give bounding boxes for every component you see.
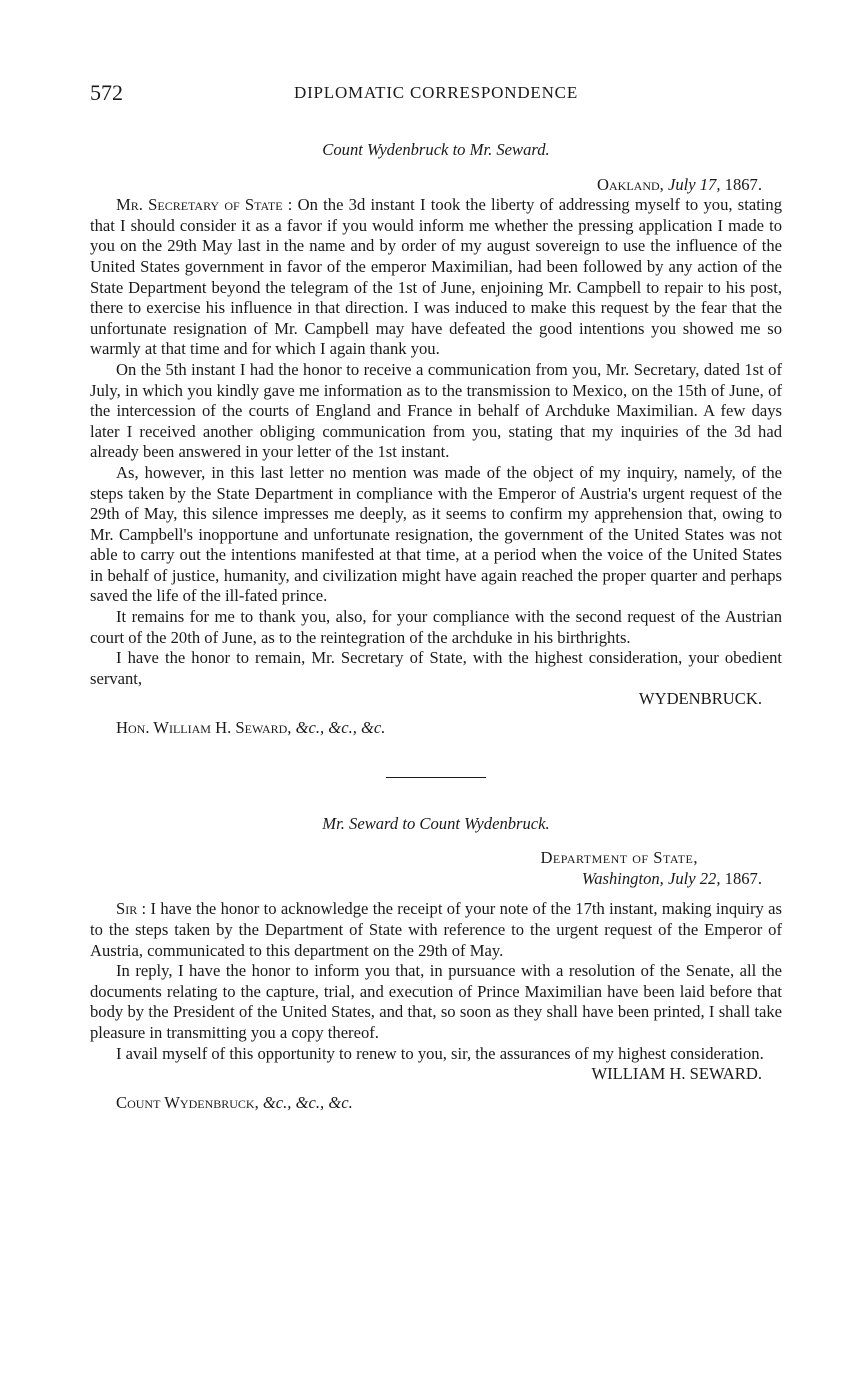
letter-2-addressee-name: Count Wydenbruck, — [116, 1092, 259, 1112]
letter-1-signature: WYDENBRUCK. — [638, 689, 762, 709]
letter-1-salutation: Mr. Secretary of State : — [116, 195, 293, 215]
spacer — [90, 889, 782, 899]
letter-1-place: Oakland, — [597, 174, 664, 194]
letter-2-department: Department of State, — [540, 848, 698, 868]
letter-1-addressee-etc: &c., &c., &c. — [295, 718, 386, 738]
letter-1-paragraph: On the 5th instant I had the honor to receive a communication from you, Mr. Secretary, dated 1st of July, in which you kindly gave me information as to the transmission to Mexico, on the 15th of June, of the intercession of the courts of England and France in behalf of Archduke Maximilian. A few days later I received another obliging communication from you, stating that my inquiries of the 3d had already been answered in your letter of the 1st instant. — [90, 359, 782, 462]
letter-2-paragraph: In reply, I have the honor to inform you that, in pursuance with a resolution of the Senate, all the documents relating to the capture, trial, and execution of Prince Maximilian have been laid before that body by the President of the United States, and that, so soon as they shall have been printed, I shall take pleasure in transmitting you a copy thereof. — [90, 961, 782, 1042]
letter-2-place: Washington, July 22, — [581, 868, 721, 888]
letter-1-paragraph: I have the honor to remain, Mr. Secretary of State, with the highest consideration, your obedient servant, — [90, 648, 782, 688]
letter-1-paragraph-text: On the 3d instant I took the liberty of addressing myself to you, stating that I should consider it as a favor if you would inform me whether the pressing application I made to you on the 29th May last in the name and by order of my august sovereign to use the influence of the United States government in favor of the emperor Maximilian, had been followed by any action of the State Department beyond the telegram of the 1st of June, enjoining Mr. Campbell to repair to his post, there to exercise his influence in that direction. I was induced to make this request by the fear that the unfortunate resignation of Mr. Campbell may have defeated the good intentions you showed me so warmly at that time and for which I again thank you. — [90, 195, 783, 359]
letter-2-paragraph: I avail myself of this opportunity to renew to you, sir, the assurances of my highest consideration. — [116, 1043, 764, 1063]
letter-2-salutation: Sir : — [116, 899, 147, 919]
letter-1-title: Count Wydenbruck to Mr. Seward. — [322, 140, 550, 159]
letter-2-paragraph — [90, 899, 782, 961]
letter-2-addressee — [116, 1093, 782, 1114]
letter-1-paragraph: It remains for me to thank you, also, for your compliance with the second request of the Austrian court of the 20th of June, as to the reintegration of the archduke in his birthrights. — [90, 607, 782, 647]
letter-1-dateline — [90, 175, 762, 196]
page-header — [90, 80, 782, 110]
running-head: DIPLOMATIC CORRESPONDENCE — [294, 83, 578, 102]
letter-2-title: Mr. Seward to Count Wydenbruck. — [322, 813, 550, 833]
letter-1-date: July 17, — [667, 174, 721, 194]
letter-1-paragraph — [90, 195, 782, 360]
letter-2-addressee-etc: &c., &c., &c. — [262, 1092, 353, 1112]
letter-1-paragraph: As, however, in this last letter no mention was made of the object of my inquiry, namely, of the steps taken by the State Department in compliance with the Emperor of Austria's urgent request of the 29th of May, this silence impresses me deeply, as it seems to confirm my apprehension that, owing to Mr. Campbell's inopportune and unfortunate resignation, the government of the United States was not able to carry out the intentions manifested at that time, at a period when the voice of the United States in behalf of justice, humanity, and civilization might have again reached the proper quarter and perhaps saved the life of the ill-fated prince. — [90, 462, 782, 606]
letter-2-signature: WILLIAM H. SEWARD. — [591, 1064, 762, 1084]
page-number: 572 — [90, 80, 123, 105]
section-divider — [386, 777, 486, 778]
letter-2-year: 1867. — [724, 868, 762, 888]
page-body — [90, 140, 782, 1113]
letter-1-addressee — [116, 718, 782, 739]
letter-1-year: 1867. — [724, 174, 762, 194]
letter-2-dateline — [90, 869, 762, 890]
letter-1-addressee-name: Hon. William H. Seward, — [116, 718, 292, 738]
letter-2-paragraph-text: I have the honor to acknowledge the receipt of your note of the 17th instant, making inquiry as to the steps taken by the Department of State with reference to the urgent request of the Emperor of Austria, communicated to this department on the 29th of May. — [90, 899, 782, 960]
